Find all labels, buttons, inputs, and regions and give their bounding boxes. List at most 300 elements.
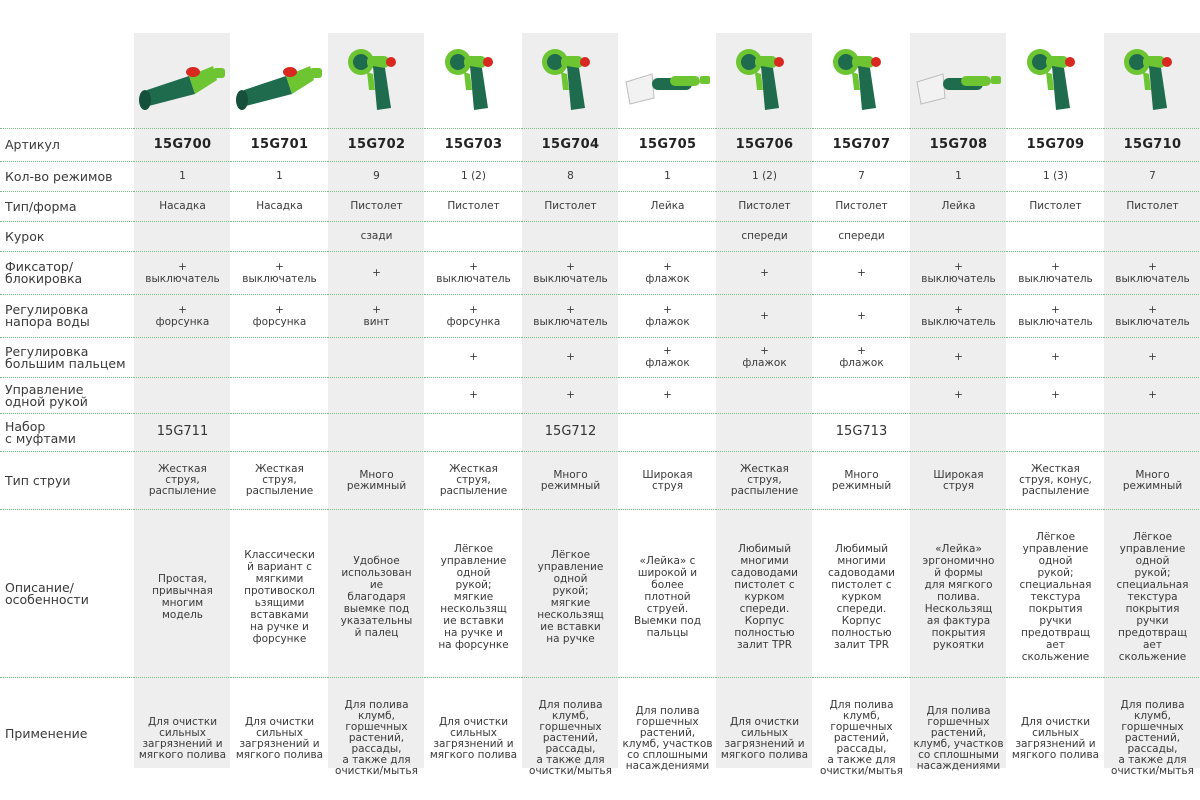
- cell-line: мягкого полива: [235, 748, 324, 761]
- cell-line: клумб,: [551, 710, 589, 722]
- cell-line: Для полива: [344, 699, 409, 711]
- cell-line: управление: [1022, 542, 1089, 555]
- cell-line: распыление: [245, 485, 314, 497]
- pistol-icon: [1104, 33, 1200, 128]
- cell-line: горшечных: [830, 721, 893, 733]
- cell-note: флажок: [645, 315, 690, 328]
- thumb-row-cell: [910, 338, 1007, 378]
- plus-mark: +: [566, 260, 575, 273]
- cell-note: выключатель: [1018, 272, 1093, 285]
- product-image-cell: [619, 33, 716, 129]
- use-row-cell: [522, 678, 619, 791]
- cell-line: Для полива: [635, 704, 700, 717]
- cell-line: ие: [369, 578, 384, 591]
- cell-line: рукой;: [1037, 566, 1074, 579]
- plus-mark: +: [1148, 303, 1157, 316]
- set-row: [0, 414, 1200, 452]
- desc-row-cell: [1104, 510, 1200, 678]
- cell-line: спереди.: [836, 602, 887, 615]
- thumb-row: [0, 338, 1200, 378]
- desc-row-cell: [716, 510, 813, 678]
- cell-line: Жесткая: [740, 463, 789, 475]
- use-row-cell: [619, 678, 716, 791]
- one-hand-row-cell: [328, 378, 425, 414]
- modes-row-cell: 9: [328, 162, 425, 192]
- cell-note: выключатель: [436, 272, 511, 285]
- plus-mark: +: [1051, 351, 1060, 363]
- article-row-cell: 15G703: [425, 129, 522, 162]
- cell-line: Широкая: [642, 468, 693, 481]
- cell-line: ручки: [1136, 614, 1169, 627]
- set-row-cell: [619, 414, 716, 452]
- lock-row-cell: [619, 252, 716, 295]
- cell-line: распыление: [730, 485, 799, 497]
- thumb-row-cell: [1104, 338, 1200, 378]
- lock-row-cell: [425, 252, 522, 295]
- cell-line: а также для: [342, 754, 411, 766]
- cell-line: Для очистки: [729, 715, 800, 728]
- one-hand-row-cell: [134, 378, 231, 414]
- cell-line: садоводами: [828, 566, 895, 579]
- lock-row-cell: [1007, 252, 1104, 295]
- type-row-cell: Пистолет: [716, 192, 813, 222]
- jet-row-cell: [522, 452, 619, 510]
- row-label: Курок: [0, 222, 134, 252]
- cell-line: Много: [359, 468, 394, 481]
- type-row-cell: Пистолет: [1007, 192, 1104, 222]
- cell-line: Много: [553, 468, 588, 481]
- cell-line: струя: [651, 479, 684, 492]
- lock-row-cell: [1104, 252, 1200, 295]
- cell-line: насаждениями: [916, 759, 1001, 772]
- cell-line: привычная: [152, 584, 213, 597]
- cell-line: клумб, участков: [622, 737, 713, 750]
- row-label-line: большим пальцем: [5, 355, 126, 371]
- product-image-cell: [522, 33, 619, 129]
- desc-row-cell: [619, 510, 716, 678]
- cell-note: выключатель: [1018, 315, 1093, 328]
- use-row-cell: [813, 678, 910, 791]
- cell-line: сильных: [256, 726, 303, 739]
- article-row: [0, 129, 1200, 162]
- product-image-cell: [1104, 33, 1200, 129]
- cell-line: а также для: [536, 754, 605, 766]
- cell-line: залит TPR: [736, 638, 793, 651]
- cell-line: Любимый: [737, 542, 792, 555]
- plus-mark: +: [857, 345, 866, 357]
- article-row-cell: 15G700: [134, 129, 231, 162]
- product-image-cell: [231, 33, 328, 129]
- pistol-icon: [1007, 33, 1104, 128]
- modes-row-cell: 1 (3): [1007, 162, 1104, 192]
- row-label: [0, 252, 134, 295]
- desc-row-cell: [1007, 510, 1104, 678]
- desc-row: [0, 510, 1200, 678]
- use-row-cell: [716, 678, 813, 791]
- set-row-cell: [716, 414, 813, 452]
- cell-line: форсунке: [252, 632, 307, 645]
- cell-line: садоводами: [731, 566, 798, 579]
- cell-line: одной: [1038, 554, 1073, 567]
- cell-line: растений,: [930, 726, 987, 739]
- cell-line: покрытия: [931, 626, 986, 639]
- cell-line: пистолет с: [734, 578, 795, 591]
- plus-mark: +: [372, 266, 381, 279]
- lock-row-cell: [134, 252, 231, 295]
- row-label-line: особенности: [5, 591, 89, 607]
- cell-line: Много: [844, 468, 879, 481]
- cell-line: одной: [1135, 554, 1170, 567]
- jet-row-cell: [1104, 452, 1200, 510]
- cell-line: пистолет с: [831, 578, 892, 591]
- cell-note: выключатель: [533, 315, 608, 328]
- trigger-row: [0, 222, 1200, 252]
- cell-line: использован: [341, 566, 412, 579]
- lock-row-cell: [231, 252, 328, 295]
- cell-line: со сплошными: [918, 748, 999, 761]
- cell-line: специальная: [1116, 578, 1189, 591]
- cell-line: пальцы: [646, 626, 689, 639]
- cell-line: многими: [740, 554, 789, 567]
- cell-line: благодаря: [347, 590, 406, 603]
- row-label: [0, 378, 134, 414]
- jet-row-cell: [1007, 452, 1104, 510]
- set-row-cell: [425, 414, 522, 452]
- one-hand-row-cell: [716, 378, 813, 414]
- cell-note: форсунка: [446, 315, 501, 328]
- modes-row-cell: 1: [910, 162, 1007, 192]
- cell-line: загрязнений и: [724, 737, 805, 750]
- cell-line: режимный: [831, 479, 892, 492]
- plus-mark: +: [857, 309, 866, 322]
- cell-line: загрязнений и: [239, 737, 320, 750]
- cell-line: Для полива: [926, 704, 991, 717]
- use-row-cell: [1104, 678, 1200, 791]
- jet-row-cell: [813, 452, 910, 510]
- watering-head-icon: [619, 33, 716, 128]
- cell-line: рассады,: [836, 743, 887, 755]
- pistol-icon: [328, 33, 425, 128]
- cell-line: струя,: [456, 474, 491, 486]
- cell-note: выключатель: [533, 272, 608, 285]
- cell-line: Классически: [244, 548, 315, 561]
- cell-line: Жесткая: [1031, 463, 1080, 475]
- cell-line: сильных: [741, 726, 788, 739]
- article-row-cell: 15G710: [1104, 129, 1200, 162]
- plus-mark: +: [566, 303, 575, 316]
- trigger-row-cell: спереди: [716, 222, 813, 252]
- product-image-cell: [134, 33, 231, 129]
- cell-line: рукоятки: [932, 638, 985, 651]
- plus-mark: +: [566, 351, 575, 363]
- row-label: Артикул: [0, 129, 134, 162]
- row-label: Кол-во режимов: [0, 162, 134, 192]
- cell-note: выключатель: [1115, 315, 1190, 328]
- one-hand-row-cell: +: [1007, 378, 1104, 414]
- cell-line: Для полива: [829, 699, 894, 711]
- article-row-cell: 15G707: [813, 129, 910, 162]
- plus-mark: +: [857, 266, 866, 279]
- row-label: Тип/форма: [0, 192, 134, 222]
- cell-line: режимный: [1122, 479, 1183, 492]
- use-row-cell: [328, 678, 425, 791]
- pressure-row-cell: [813, 295, 910, 338]
- plus-mark: +: [663, 260, 672, 273]
- cell-line: для мягкого: [924, 578, 993, 591]
- cell-line: горшечных: [1121, 721, 1184, 733]
- cell-line: а также для: [1118, 754, 1187, 766]
- cell-line: клумб,: [1133, 710, 1171, 722]
- cell-line: струя,: [165, 474, 200, 486]
- modes-row: [0, 162, 1200, 192]
- cell-line: полностью: [734, 626, 795, 639]
- desc-row-cell: [328, 510, 425, 678]
- set-row-cell: [1007, 414, 1104, 452]
- use-row-cell: [910, 678, 1007, 791]
- plus-mark: +: [469, 303, 478, 316]
- watering-head-icon: [910, 33, 1007, 128]
- cell-line: мягкого полива: [138, 748, 227, 761]
- plus-mark: +: [760, 309, 769, 322]
- cell-line: Для полива: [1120, 699, 1185, 711]
- cell-line: Удобное: [353, 554, 400, 567]
- row-label-line: Описание/: [5, 579, 74, 595]
- product-image-cell: [1007, 33, 1104, 129]
- pressure-row-cell: [1007, 295, 1104, 338]
- use-row-cell: [425, 678, 522, 791]
- plus-mark: +: [954, 303, 963, 316]
- type-row-cell: Насадка: [231, 192, 328, 222]
- cell-line: со сплошными: [627, 748, 708, 761]
- cell-line: рассады,: [351, 743, 402, 755]
- row-label-line: одной рукой: [5, 393, 88, 409]
- set-row-cell: 15G711: [134, 414, 231, 452]
- cell-line: горшечных: [539, 721, 602, 733]
- lock-row-cell: [716, 252, 813, 295]
- type-row-cell: Пистолет: [328, 192, 425, 222]
- cell-note: выключатель: [1115, 272, 1190, 285]
- row-label-line: Регулировка: [5, 302, 89, 317]
- cell-line: рассады,: [545, 743, 596, 755]
- one-hand-row-cell: [813, 378, 910, 414]
- cell-line: клумб,: [357, 710, 395, 722]
- pressure-row-cell: [910, 295, 1007, 338]
- cell-line: одной: [456, 566, 491, 579]
- cell-note: флажок: [645, 357, 690, 369]
- type-row-cell: Пистолет: [1104, 192, 1200, 222]
- cell-line: Для очистки: [1020, 715, 1091, 728]
- lock-row-cell: [910, 252, 1007, 295]
- cell-line: струя, конус,: [1019, 474, 1092, 486]
- plus-mark: +: [663, 345, 672, 357]
- row-label-line: Набор: [5, 418, 46, 434]
- cell-line: клумб, участков: [913, 737, 1004, 750]
- cell-line: режимный: [540, 479, 601, 492]
- cell-note: выключатель: [921, 315, 996, 328]
- cell-line: Простая,: [158, 572, 207, 585]
- cell-line: мягкие: [453, 590, 494, 603]
- cell-line: мягкого полива: [1011, 748, 1100, 761]
- trigger-row-cell: спереди: [813, 222, 910, 252]
- row-label: [0, 510, 134, 678]
- trigger-row-cell: сзади: [328, 222, 425, 252]
- cell-note: выключатель: [242, 272, 317, 285]
- cell-line: рукой;: [552, 584, 589, 597]
- cell-line: Широкая: [933, 468, 984, 481]
- plus-mark: +: [469, 351, 478, 363]
- cell-line: Любимый: [834, 542, 889, 555]
- use-row-cell: [231, 678, 328, 791]
- modes-row-cell: 1: [231, 162, 328, 192]
- product-image-cell: [425, 33, 522, 129]
- article-row-cell: 15G706: [716, 129, 813, 162]
- set-row-cell: 15G712: [522, 414, 619, 452]
- row-label-line: Регулировка: [5, 343, 89, 359]
- trigger-row-cell: [425, 222, 522, 252]
- article-row-cell: 15G709: [1007, 129, 1104, 162]
- type-row: [0, 192, 1200, 222]
- desc-row-cell: [522, 510, 619, 678]
- cell-line: рассады,: [1127, 743, 1178, 755]
- cell-line: мягкого полива: [720, 748, 809, 761]
- cell-line: Корпус: [744, 614, 785, 627]
- cell-line: мягкими: [255, 572, 304, 585]
- row-label: Применение: [0, 678, 134, 791]
- article-row-cell: 15G704: [522, 129, 619, 162]
- desc-row-cell: [134, 510, 231, 678]
- product-image-cell: [813, 33, 910, 129]
- cell-line: сильных: [450, 726, 497, 739]
- cell-line: вставками: [250, 608, 309, 621]
- pressure-row-cell: [522, 295, 619, 338]
- use-row: [0, 678, 1200, 791]
- cell-line: предотвращ: [1021, 626, 1090, 639]
- cell-line: «Лейка»: [935, 542, 982, 555]
- cell-line: очистки/мытья: [820, 765, 903, 777]
- cell-note: выключатель: [145, 272, 220, 285]
- type-row-cell: Лейка: [619, 192, 716, 222]
- cell-line: загрязнений и: [1015, 737, 1096, 750]
- cell-line: й формы: [934, 566, 983, 579]
- one-hand-row-cell: +: [910, 378, 1007, 414]
- type-row-cell: Насадка: [134, 192, 231, 222]
- cell-line: Для очистки: [438, 715, 509, 728]
- cell-note: флажок: [645, 272, 690, 285]
- cell-line: очистки/мытья: [529, 765, 612, 777]
- cell-line: покрытия: [1125, 602, 1180, 615]
- cell-line: Для очистки: [147, 715, 218, 728]
- row-label: [0, 295, 134, 338]
- lock-row: [0, 252, 1200, 295]
- cell-line: ьзящими: [254, 596, 305, 609]
- cell-line: на ручке и: [250, 620, 309, 633]
- cell-line: мягкие: [550, 596, 591, 609]
- cell-note: выключатель: [921, 272, 996, 285]
- cell-line: противоскол: [244, 584, 315, 597]
- cell-line: струей.: [646, 602, 689, 615]
- cell-line: Лёгкое: [1035, 530, 1076, 543]
- cell-line: Лёгкое: [550, 548, 591, 561]
- cell-note: флажок: [839, 357, 884, 369]
- product-image-cell: [328, 33, 425, 129]
- jet-row-cell: [231, 452, 328, 510]
- cell-line: струя,: [747, 474, 782, 486]
- cell-line: на ручке и: [444, 626, 503, 639]
- jet-row-cell: [910, 452, 1007, 510]
- pressure-row: [0, 295, 1200, 338]
- cell-line: Выемки под: [634, 614, 701, 627]
- cell-line: очистки/мытья: [1111, 765, 1194, 777]
- plus-mark: +: [372, 303, 381, 316]
- cell-line: плотной: [644, 590, 691, 603]
- use-row-cell: [134, 678, 231, 791]
- cell-line: Нескользящ: [924, 602, 993, 615]
- plus-mark: +: [178, 260, 187, 273]
- thumb-row-cell: [425, 338, 522, 378]
- set-row-cell: [328, 414, 425, 452]
- cell-note: форсунка: [252, 315, 307, 328]
- cell-line: Для полива: [538, 699, 603, 711]
- cell-line: многим: [161, 596, 204, 609]
- desc-row-cell: [231, 510, 328, 678]
- trigger-row-cell: [910, 222, 1007, 252]
- cell-line: на ручке: [546, 632, 595, 645]
- cell-note: флажок: [742, 357, 787, 369]
- cell-line: ает: [1045, 638, 1065, 651]
- cell-line: текстура: [1030, 590, 1081, 603]
- desc-row-cell: [425, 510, 522, 678]
- pressure-row-cell: [134, 295, 231, 338]
- cell-line: указательны: [340, 614, 413, 627]
- row-label: [0, 338, 134, 378]
- pistol-icon: [716, 33, 813, 128]
- cell-line: нескользящ: [537, 608, 604, 621]
- cell-line: специальная: [1019, 578, 1092, 591]
- cell-line: многими: [837, 554, 886, 567]
- thumb-row-cell: [328, 338, 425, 378]
- type-row-cell: Пистолет: [425, 192, 522, 222]
- image-corner: [0, 33, 134, 129]
- cell-line: модель: [162, 608, 203, 621]
- nozzle-icon: [231, 33, 328, 128]
- row-label-line: блокировка: [5, 271, 83, 286]
- cell-line: горшечных: [927, 715, 990, 728]
- trigger-row-cell: [1104, 222, 1200, 252]
- cell-line: полива.: [937, 590, 980, 603]
- trigger-row-cell: [522, 222, 619, 252]
- cell-line: растений,: [639, 726, 696, 739]
- row-label-line: напора воды: [5, 314, 90, 329]
- cell-line: ие вставки: [540, 620, 601, 633]
- one-hand-row: [0, 378, 1200, 414]
- modes-row-cell: 1: [619, 162, 716, 192]
- modes-row-cell: 8: [522, 162, 619, 192]
- plus-mark: +: [1148, 260, 1157, 273]
- cell-line: выемке под: [343, 602, 410, 615]
- cell-line: насаждениями: [625, 759, 710, 772]
- cell-line: курком: [744, 590, 785, 603]
- cell-line: управление: [440, 554, 507, 567]
- cell-line: полностью: [831, 626, 892, 639]
- trigger-row-cell: [1007, 222, 1104, 252]
- cell-line: ручки: [1039, 614, 1072, 627]
- pressure-row-cell: [328, 295, 425, 338]
- cell-line: на форсунке: [438, 638, 509, 651]
- cell-line: рукой;: [1134, 566, 1171, 579]
- product-image-cell: [910, 33, 1007, 129]
- plus-mark: +: [760, 345, 769, 357]
- cell-line: загрязнений и: [142, 737, 223, 750]
